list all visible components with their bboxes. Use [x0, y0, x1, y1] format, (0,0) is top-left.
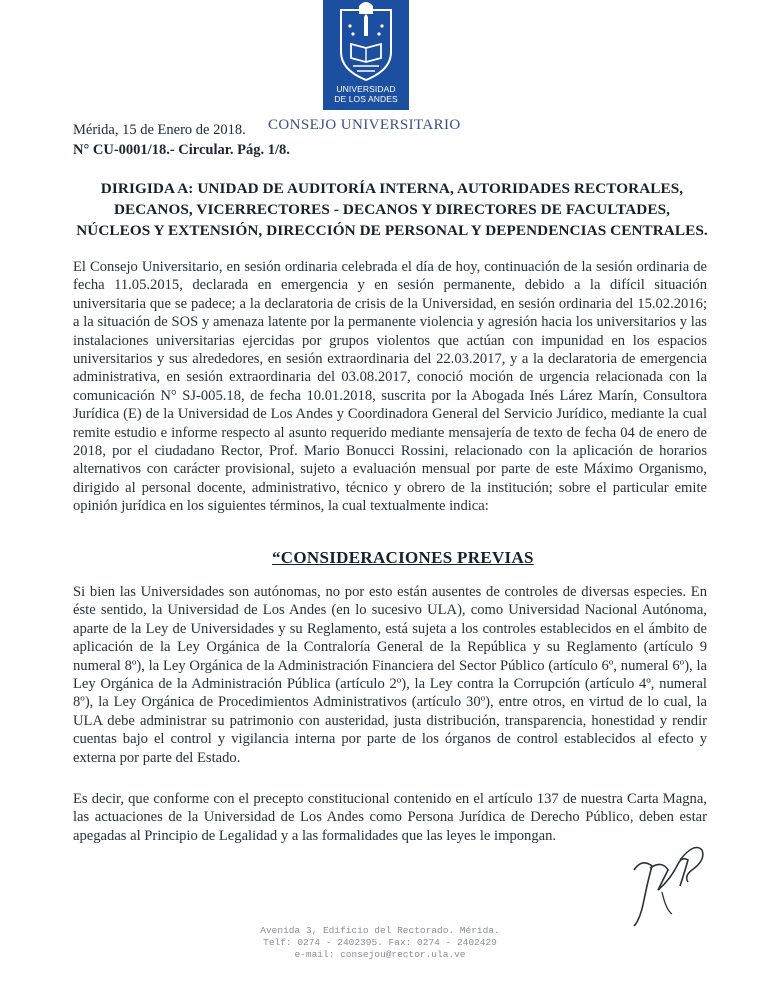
body-paragraph-1: El Consejo Universitario, en sesión ordinaria celebrada el día de hoy, continuación de la sesión ordinaria de fecha 11.05.2015, declarada en emergencia y en sesión permanente, debido a la difícil situación universitaria que se padece; a la declaratoria de crisis de la Universidad, en sesión ordinaria del 15.02.2016; a la situación de SOS y amenaza latente por la permanente violencia y agresión hacia los universitarios y las instalaciones universitarias ejercidas por grupos violentos que actúan con impunidad en los espacios universitarios y sus alrededores, en sesión extraordinaria del 22.03.2017, y a la declaratoria de emergencia administrativa, en sesión extraordinaria del 03.08.2017, conoció moción de urgencia relacionada con la comunicación N° SJ-005.18, de fecha 10.01.2018, suscrita por la Abogada Inés Lárez Marín, Consultora Jurídica (E) de la Universidad de Los Andes y Coordinadora General del Servicio Jurídico, mediante la cual remite estudio e informe respecto al asunto requerido mediante mensajería de texto de fecha 04 de enero de 2018, por el ciudadano Rector, Prof. Mario Bonucci Rossini, relacionado con la aplicación de horarios alternativos con carácter provisional, sujeto a evaluación mensual por parte de este Máximo Organismo, dirigido al personal docente, administrativo, técnico y obrero de la institución; sobre el particular emite opinión jurídica en los siguientes términos, la cual textualmente indica: [73, 259, 707, 515]
section-title: “CONSIDERACIONES PREVIAS [272, 548, 534, 567]
circular-number: N° CU-0001/18.- Circular. Pág. 1/8. [73, 142, 290, 158]
university-logo [323, 0, 409, 110]
body-paragraph-3: Es decir, que conforme con el precepto constitucional contenido en el artículo 137 de nuestra Carta Magna, las actuaciones de la Universidad de Los Andes como Persona Jurídica de Derecho Público, deben estar apegadas al Principio de Legalidad y a las formalidades que las leyes le impongan. [73, 791, 707, 844]
university-seal-icon [323, 0, 409, 86]
logo-text-line2: DE LOS ANDES [334, 94, 398, 104]
handwritten-signature [622, 830, 722, 930]
addressee-line: DIRIGIDA A: UNIDAD DE AUDITORÍA INTERNA, AUTORIDADES RECTORALES, [100, 180, 684, 197]
place-date: Mérida, 15 de Enero de 2018. [73, 122, 246, 138]
body-paragraph-2: Si bien las Universidades son autónomas, no por esto están ausentes de controles de diversas especies. En éste sentido, la Universidad de Los Andes (en lo sucesivo ULA), como Universidad Nacional Autónoma, aparte de la Ley de Universidades y su Reglamento, está sujeta a los controles establecidos en el ámbito de aplicación de la Ley Orgánica de la Contraloría General de la República y su Reglamento (artículo 9 numeral 8º), la Ley Orgánica de la Administración Financiera del Sector Público (artículo 6º, numeral 6º), la Ley Orgánica de la Administración Pública (artículo 2º), la Ley contra la Corrupción (artículo 4º, numeral 8º), la Ley Orgánica de Procedimientos Administrativos (artículo 30º), entre otros, en virtud de lo cual, la ULA debe administrar su patrimonio con austeridad, justa distribución, transparencia, honestidad y rendir cuentas bajo el control y vigilancia interna por parte de los órganos de control establecidos al efecto y externa por parte del Estado. [73, 584, 707, 766]
footer [230, 925, 530, 961]
footer-address: Avenida 3, Edificio del Rectorado. Mérida. [260, 925, 500, 936]
logo-text-line1: UNIVERSIDAD [336, 84, 396, 94]
council-stamp: CONSEJO UNIVERSITARIO [268, 117, 461, 133]
addressee-line: NÚCLEOS Y EXTENSIÓN, DIRECCIÓN DE PERSONAL Y DEPENDENCIAS CENTRALES. [76, 222, 708, 239]
footer-phones: Telf: 0274 - 2402395. Fax: 0274 - 2402429 [263, 937, 497, 948]
addressee-block [72, 178, 712, 241]
footer-email: e-mail: consejou@rector.ula.ve [294, 949, 466, 960]
addressee-line: DECANOS, VICERRECTORES - DECANOS Y DIRECTORES DE FACULTADES, [113, 201, 671, 218]
